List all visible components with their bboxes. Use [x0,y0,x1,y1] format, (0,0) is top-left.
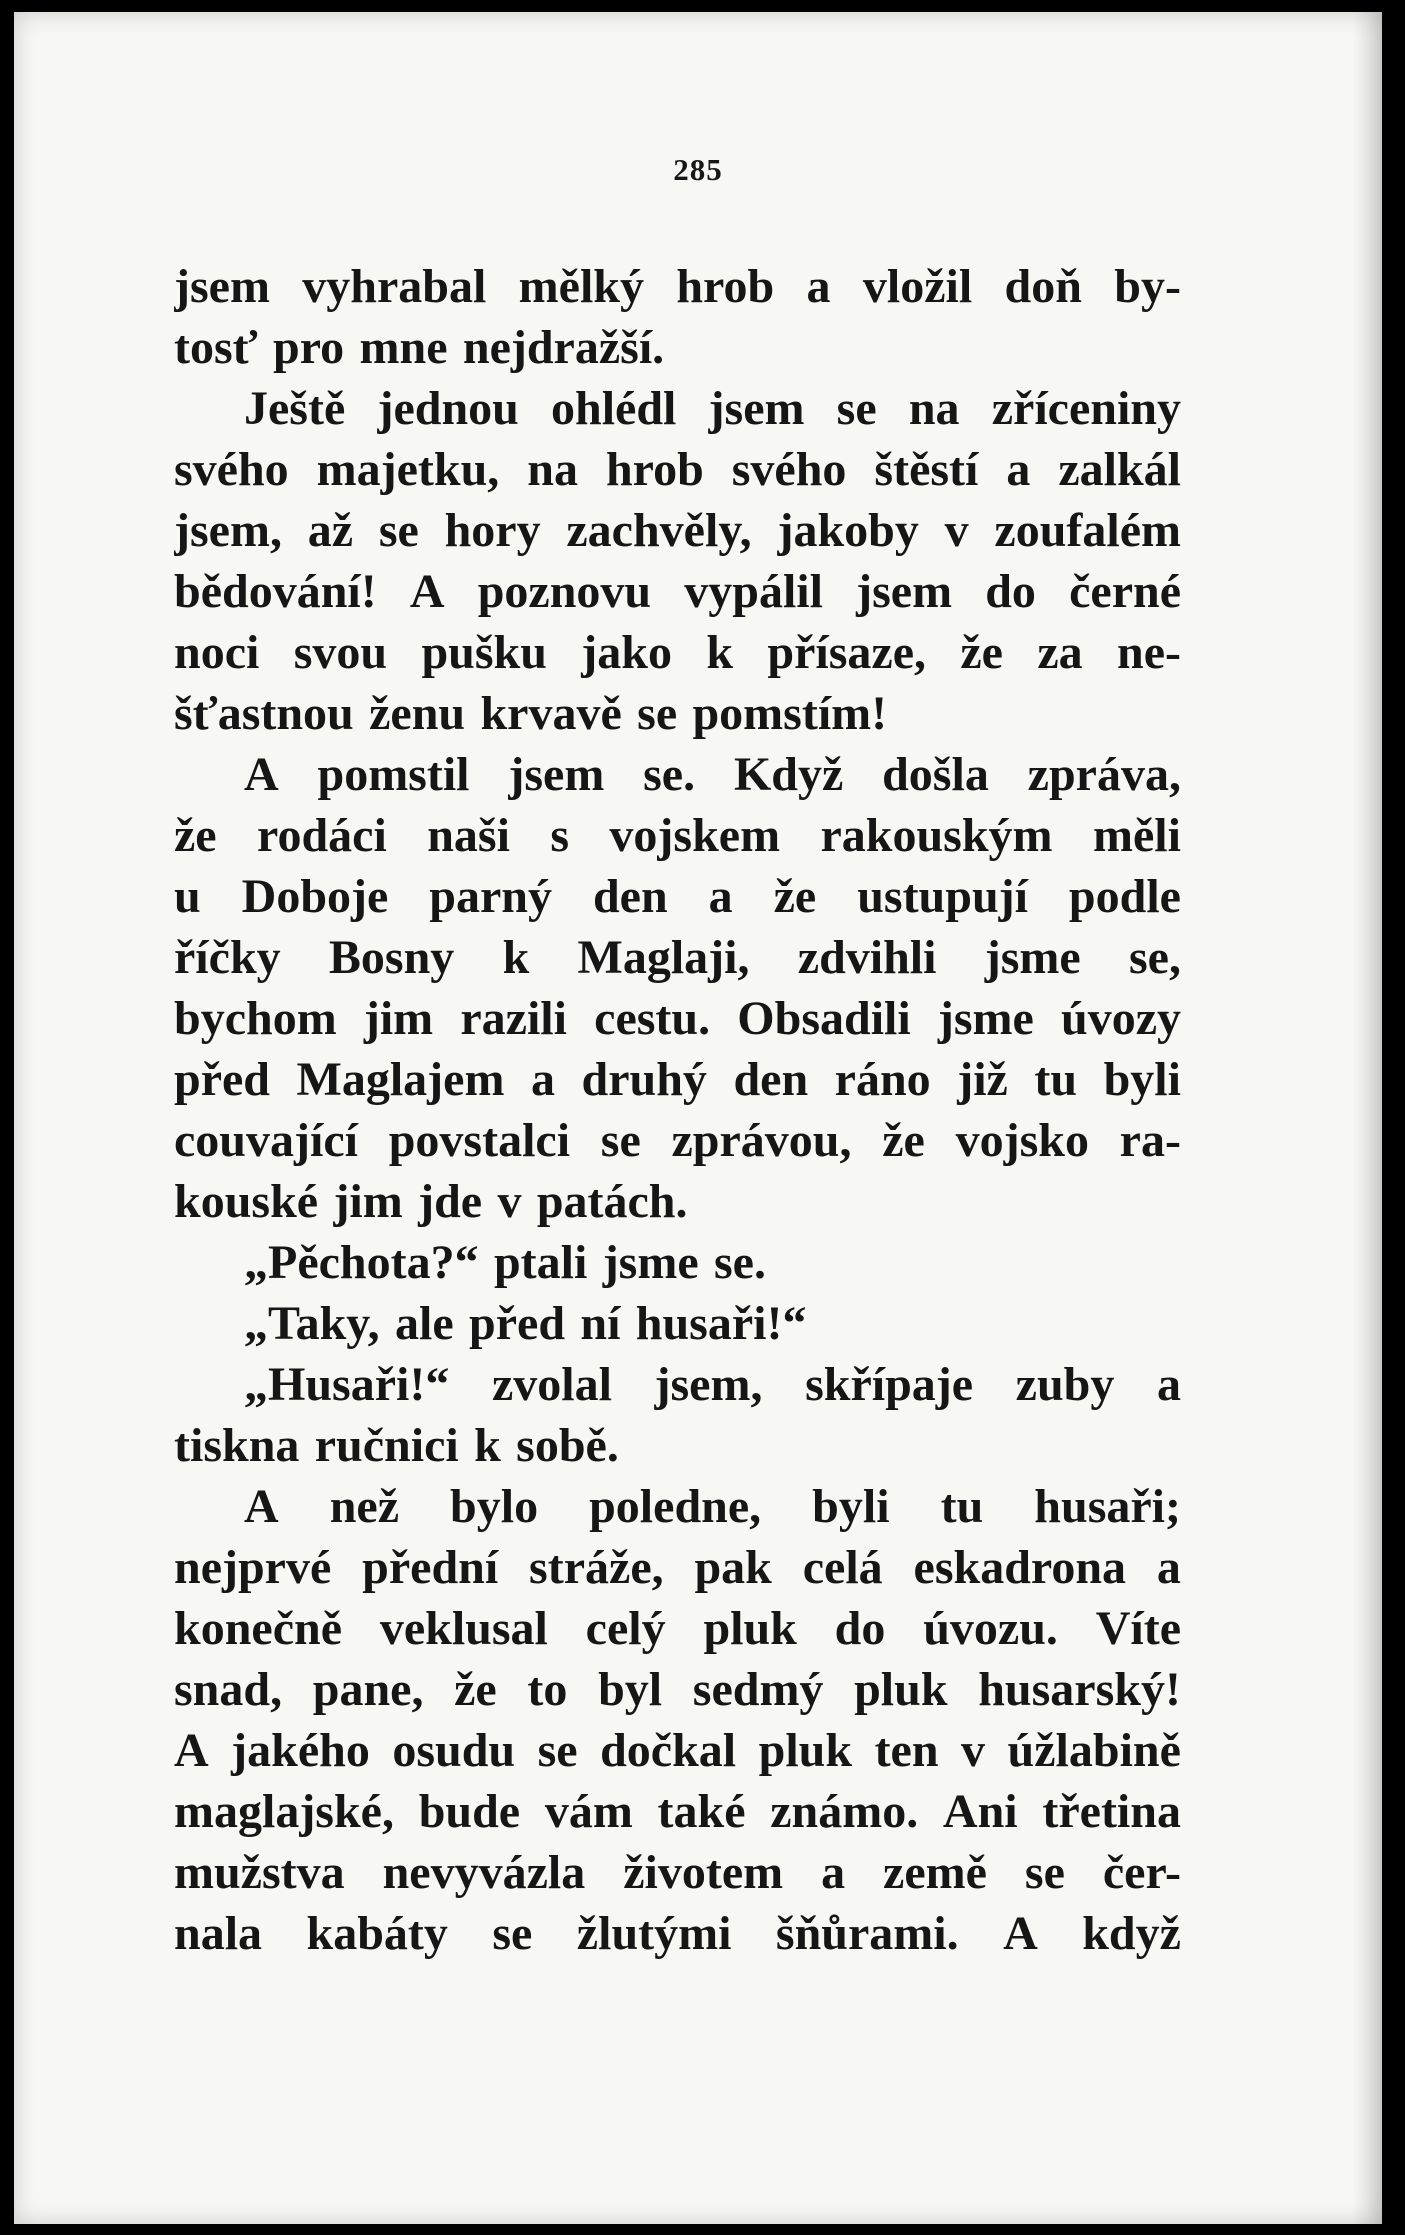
word: zříceniny [991,382,1181,435]
word: by- [1114,260,1181,313]
word: jsem, [174,504,282,557]
word: se [492,1907,533,1960]
word: vojsko [955,1114,1089,1167]
word: tu [940,1480,984,1533]
word: třetina [1042,1785,1181,1838]
word: než [329,1480,400,1533]
word: naši [427,809,510,862]
word: to [527,1663,568,1716]
word: rodáci [257,809,387,862]
word: v [944,504,969,557]
word: zdvihli [797,931,937,984]
word: ra- [1119,1114,1181,1167]
word: jakého [231,1724,370,1777]
word: A [174,1724,209,1777]
word: šťastnou [174,687,354,740]
text-line [174,1415,1181,1476]
word: černé [1069,565,1181,618]
word: Když [733,748,844,801]
word: pak [694,1541,772,1594]
word: úvozy [1061,992,1181,1045]
word: Maglajem [296,1053,505,1106]
word: jsem [174,260,270,313]
word: den [592,870,668,923]
word: do [834,1602,886,1655]
word: a [530,1053,555,1106]
word: podle [1068,870,1181,923]
text-line [174,561,1181,622]
word: pomstím! [692,687,888,740]
word: ptali [493,1236,588,1289]
word: konečně [174,1602,342,1655]
page-number: 285 [673,152,723,187]
word: razili [460,992,567,1045]
text-line [174,317,1181,378]
word: „Husaři!“ [244,1358,450,1411]
word: vypálil [684,565,823,618]
word: svého [731,443,847,496]
word: zprávou, [671,1114,852,1167]
word: pomstil [317,748,470,801]
word: a [821,1846,846,1899]
text-line [174,1842,1181,1903]
word: k [502,931,530,984]
word: bylo [450,1480,539,1533]
word: poznovu [477,565,652,618]
word: bědování! [174,565,377,618]
text-line [174,1659,1181,1720]
word: jednou [377,382,519,435]
word: ráno [834,1053,931,1106]
text-line [174,1720,1181,1781]
word: se [600,1114,641,1167]
text-line [174,866,1181,927]
word: že [882,1114,925,1167]
word: také [657,1785,746,1838]
word: husarský! [978,1663,1181,1716]
word: couvající [174,1114,358,1167]
word: Ani [942,1785,1018,1838]
word: ustupují [857,870,1028,923]
word: a [806,260,831,313]
word: úvozu. [923,1602,1058,1655]
word: pluk [703,1602,797,1655]
word: dočkal [600,1724,737,1777]
text-line [174,927,1181,988]
word: nevyvázla [382,1846,586,1899]
word: cestu. [594,992,711,1045]
word: maglajské, [174,1785,394,1838]
word: pro [273,321,345,374]
word: štěstí [874,443,979,496]
text-line [174,1232,1181,1293]
word: celá [802,1541,883,1594]
word: Maglaji, [577,931,750,984]
word: nala [174,1907,263,1960]
word: známo. [770,1785,919,1838]
word: den [733,1053,809,1106]
word: zpráva, [1027,748,1181,801]
word: „Taky, [244,1297,380,1350]
word: vám [544,1785,633,1838]
word: hrob [605,443,704,496]
word: rakouským [820,809,1053,862]
word: snad, [174,1663,283,1716]
word: v [961,1724,986,1777]
word: se [378,504,419,557]
word: v [497,1175,522,1228]
word: ručnici [314,1419,459,1472]
word: jsme [937,992,1034,1045]
word: jsem [708,382,805,435]
word: stráže, [529,1541,664,1594]
word: s [550,809,570,862]
word: pluk [758,1724,853,1777]
word: jsem [508,748,605,801]
word: veklusal [379,1602,548,1655]
word: byl [598,1663,663,1716]
word: jsme [984,931,1081,984]
word: za [1037,626,1083,679]
word: pane, [312,1663,424,1716]
word: patách. [536,1175,688,1228]
word: přísaze, [767,626,926,679]
word: před [174,1053,270,1106]
text-line [174,1171,1181,1232]
word: „Pěchota?“ [244,1236,479,1289]
text-line [174,500,1181,561]
word: a [708,870,733,923]
word: jim [333,1175,403,1228]
word: povstalci [388,1114,571,1167]
word: jsme [602,1236,699,1289]
text-line [174,622,1181,683]
word: životem [623,1846,784,1899]
word: jde [418,1175,483,1228]
word: sedmý [692,1663,824,1716]
word: tu [1034,1053,1078,1106]
text-line [174,1598,1181,1659]
word: hory [444,504,541,557]
word: jsem [856,565,953,618]
word: šňůrami. [775,1907,959,1960]
text-line [174,683,1181,744]
word: zvolal [491,1358,612,1411]
word: mužstva [174,1846,345,1899]
word: krvavě [480,687,622,740]
text-line [174,1903,1181,1964]
word: nejprvé [174,1541,332,1594]
word: mne [359,321,448,374]
word: jsem, [654,1358,763,1411]
word: se [836,382,877,435]
word: ne- [1117,626,1181,679]
word: ní [580,1297,621,1350]
word: druhý [581,1053,707,1106]
word: Obsadili [737,992,911,1045]
word: se, [1128,931,1181,984]
word: skřípaje [805,1358,974,1411]
word: jako [581,626,672,679]
word: přední [362,1541,499,1594]
word: noci [174,626,260,679]
text-line [174,805,1181,866]
text-line [174,744,1181,805]
word: do [985,565,1036,618]
word: byli [812,1480,890,1533]
word: žlutými [576,1907,732,1960]
word: bude [418,1785,521,1838]
book-page [14,12,1382,2224]
word: a [1006,443,1031,496]
word: úžlabině [1007,1724,1181,1777]
text-line [174,1476,1181,1537]
word: pluk [854,1663,948,1716]
word: A [1003,1907,1038,1960]
word: bychom [174,992,337,1045]
word: parný [429,870,552,923]
text-line [174,439,1181,500]
word: ohlédl [551,382,677,435]
text-line [174,1049,1181,1110]
word: že [454,1663,497,1716]
word: kabáty [306,1907,448,1960]
word: k [706,626,734,679]
word: kouské [174,1175,319,1228]
word: k [474,1419,501,1472]
word: doň [1004,260,1082,313]
body-text [174,256,1181,1964]
text-line [174,988,1181,1049]
word: říčky [174,931,281,984]
word: jakoby [777,504,919,557]
word: na [908,382,960,435]
text-line [174,1537,1181,1598]
text-line [174,1781,1181,1842]
word: a [1156,1541,1181,1594]
word: čer- [1102,1846,1181,1899]
word: došla [882,748,989,801]
word: se [1024,1846,1065,1899]
text-line [174,256,1181,317]
word: že [773,870,817,923]
word: měli [1092,809,1181,862]
word: celý [585,1602,666,1655]
word: A [244,748,279,801]
word: ale [395,1297,454,1350]
word: se. [714,1236,766,1289]
word: sobě. [516,1419,619,1472]
text-line [174,1354,1181,1415]
word: když [1082,1907,1181,1960]
word: Bosny [328,931,455,984]
word: byli [1103,1053,1181,1106]
page-edge-shadow [1352,12,1382,2224]
word: vložil [862,260,973,313]
word: až [307,504,354,557]
word: u [174,870,201,923]
word: zachvěly, [566,504,752,557]
word: A [244,1480,279,1533]
word: jim [363,992,434,1045]
word: ten [874,1724,939,1777]
word: tiskna [174,1419,300,1472]
word: Víte [1095,1602,1181,1655]
word: husaři; [1034,1480,1181,1533]
word: Ještě [244,382,346,435]
word: se [537,1724,578,1777]
word: před [469,1297,566,1350]
word: svou [293,626,388,679]
text-line [174,378,1181,439]
word: husaři!“ [635,1297,807,1350]
word: vyhrabal [302,260,487,313]
word: na [527,443,578,496]
text-line [174,1110,1181,1171]
word: že [174,809,217,862]
word: a [1156,1358,1181,1411]
word: A [409,565,445,618]
word: hrob [676,260,775,313]
word: eskadrona [913,1541,1127,1594]
word: poledne, [589,1480,762,1533]
word: ženu [369,687,466,740]
word: se [637,687,678,740]
word: zuby [1015,1358,1115,1411]
word: že [960,626,1003,679]
word: Doboje [241,870,389,923]
word: tosť [174,321,258,374]
word: zalkál [1058,443,1181,496]
word: se. [643,748,696,801]
word: pušku [421,626,547,679]
word: svého [174,443,289,496]
word: země [883,1846,987,1899]
text-line [174,1293,1181,1354]
word: zoufalém [994,504,1181,557]
word: mělký [518,260,644,313]
word: osudu [392,1724,516,1777]
word: majetku, [316,443,500,496]
word: nejdražší. [462,321,665,374]
word: již [957,1053,1008,1106]
word: vojskem [609,809,781,862]
